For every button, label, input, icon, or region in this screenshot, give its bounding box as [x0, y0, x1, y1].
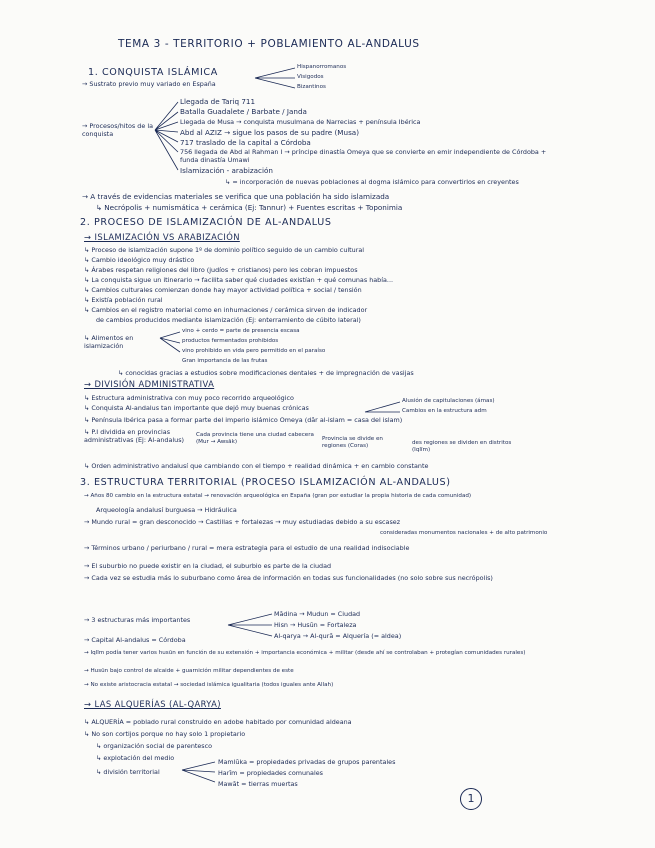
note-line: ↳ P.I dividida en provincias administrativas (Ej: Al-andalus) [84, 428, 185, 444]
alimentos-label: ↳ Alimentos en islamización [84, 334, 134, 350]
note-line: → Husūn bajo control de alcaide + guarnición militar dependientes de este [84, 668, 294, 674]
hito-item: 756 llegada de Abd al Rahman I → príncipe dinastía Omeya que se convierte en emir independiente de Córdoba + funda dinastía Umawi [180, 148, 547, 164]
note-line: → Iqlīm podía tener varios husūn en función de su extensión + importancia económica + militar (desde ahí se controlaban + protegían comunidades rurales) [84, 650, 526, 656]
subsection-heading: → DIVISIÓN ADMINISTRATIVA [84, 379, 215, 389]
note-line: → El suburbio no puede existir en la ciudad, el suburbio es parte de la ciudad [84, 562, 332, 570]
structure-item: Hisn → Husūn = Fortaleza [274, 621, 357, 629]
alimento-item: vino + cerdo = parte de presencia escasa [182, 328, 300, 334]
note-line: ↳ Cambios culturales comienzan donde hay mayor actividad política + social / tensión [84, 286, 362, 294]
hito-item: Islamización - arabización [180, 166, 273, 175]
note-line: ↳ Estructura administrativa con muy poco recorrido arqueológico [84, 394, 294, 402]
alimento-item: productos fermentados prohibidos [182, 338, 279, 344]
note-line: ↳ Existía población rural [84, 296, 163, 304]
note-line: → Mundo rural = gran desconocido → Castillas + fortalezas → muy estudiadas debido a su escasez [84, 518, 401, 526]
alimento-item: Gran importancia de las frutas [182, 358, 268, 364]
note-line: ↳ Árabes respetan religiones del libro (judíos + cristianos) pero les cobran impuestos [84, 266, 358, 274]
subsection-heading: → ISLAMIZACIÓN VS ARABIZACIÓN [84, 232, 240, 242]
branch-text: des regiones se dividen en distritos (Iqlīm) [412, 440, 512, 453]
hito-item: Abd al AZIZ → sigue los pasos de su padre (Musa) [180, 128, 360, 137]
note-line: ↳ La conquista sigue un itinerario → facilita saber qué ciudades existían + qué comunas había... [84, 276, 394, 284]
side-note: Cambios en la estructura adm [402, 408, 487, 414]
subsection-heading: → LAS ALQUERÍAS (AL-QARYA) [84, 699, 221, 709]
page-title: TEMA 3 - TERRITORIO + POBLAMIENTO AL-ANDALUS [118, 38, 420, 50]
section-3-heading: 3. ESTRUCTURA TERRITORIAL (PROCESO ISLAMIZACIÓN AL-ANDALUS) [80, 477, 451, 488]
note-line: ↳ Cambio ideológico muy drástico [84, 256, 195, 264]
note-line: ↳ explotación del medio [96, 754, 175, 762]
note-line: ↳ organización social de parentesco [96, 742, 213, 750]
note-line: → Términos urbano / periurbano / rural = mera estrategia para el estudio de una realidad indisociable [84, 544, 410, 552]
note-line: de cambios producidos mediante islamización (Ej: enterramiento de cúbito lateral) [96, 316, 361, 324]
note-line: → Capital Al-andalus = Córdoba [84, 636, 186, 644]
note-line: → A través de evidencias materiales se verifica que una población ha sido islamizada [82, 192, 390, 201]
note-line: → Años 80 cambio en la estructura estatal → renovación arqueológica en España (gran por estudiar la propia historia de cada comunidad) [84, 493, 472, 499]
hito-item: Batalla Guadalete / Barbate / Janda [180, 107, 307, 116]
note-line: → 3 estructuras más importantes [84, 616, 191, 624]
note-line: ↳ Necrópolis + numismática + cerámica (Ej: Tannur) + Fuentes escritas + Toponimia [96, 203, 403, 212]
section-1-heading: 1. CONQUISTA ISLÁMICA [88, 67, 218, 78]
note-line: ↳ = incorporación de nuevas poblaciones al dogma islámico para convertirlos en creyentes [225, 178, 519, 186]
structure-item: Al-qarya → Al-qurā = Alquería (= aldea) [274, 632, 402, 640]
note-line: ↳ No son cortijos porque no hay solo 1 propietario [84, 730, 246, 738]
hito-item: 717 traslado de la capital a Córdoba [180, 138, 311, 147]
note-line: consideradas monumentos nacionales + de alto patrimonio [380, 530, 548, 536]
note-line: ↳ Conquista Al-andalus tan importante que dejó muy buenas crónicas [84, 404, 309, 412]
section-2-heading: 2. PROCESO DE ISLAMIZACIÓN DE AL-ANDALUS [80, 217, 332, 228]
note-line: ↳ división territorial [96, 768, 160, 776]
note-line: ↳ Orden administrativo andalusí que cambiando con el tiempo + realidad dinámica + en cambio constante [84, 462, 429, 470]
side-note: Alusión de capitulaciones (ámas) [402, 398, 495, 404]
page-number: 1 [460, 788, 482, 810]
note-line: ↳ Cambios en el registro material como en inhumaciones / cerámica sirven de indicador [84, 306, 368, 314]
hitos-label: → Procesos/hitos de la conquista [82, 122, 154, 138]
note-line: Arqueología andalusí burguesa → Hidráulica [96, 506, 237, 514]
note-line: → No existe aristocracia estatal → sociedad islámica igualitaria (todos iguales ante Allah) [84, 682, 334, 688]
hito-item: Llegada de Musa → conquista musulmana de Narrecias + península Ibérica [180, 118, 421, 126]
division-item: Mawāt = tierras muertas [218, 780, 298, 788]
division-item: Mamlūka = propiedades privadas de grupos parentales [218, 758, 396, 766]
note-line: → Cada vez se estudia más lo suburbano como área de información en todas sus funcionalidades (no solo sobre sus necrópolis) [84, 574, 493, 582]
alimento-item: vino prohibido en vida pero permitido en el paraíso [182, 348, 326, 354]
structure-item: Mādina → Mudun = Ciudad [274, 610, 361, 618]
note-line: ↳ Proceso de islamización supone 1º de dominio político seguido de un cambio cultural [84, 246, 365, 254]
branch-text: Hispanorromanos [297, 64, 347, 70]
note-line: → Sustrato previo muy variado en España [82, 80, 216, 88]
branch-text: Cada provincia tiene una ciudad cabecera (Mur → Awsāk) [196, 432, 314, 445]
hito-item: Llegada de Tariq 711 [180, 97, 256, 106]
division-item: Harīm = propiedades comunales [218, 769, 324, 777]
note-line: ↳ ALQUERÍA = poblado rural construido en adobe habitado por comunidad aldeana [84, 718, 352, 726]
branch-text: Bizantinos [297, 84, 326, 90]
note-line: ↳ conocidas gracias a estudios sobre modificaciones dentales + de impregnación de vasijas [118, 369, 414, 377]
note-line: ↳ Península Ibérica pasa a formar parte del imperio islámico Omeya (dār al-islam = casa del islam) [84, 416, 403, 424]
branch-text: Visigodos [297, 74, 324, 80]
branch-text: Provincia se divide en regiones (Coras) [322, 436, 383, 449]
